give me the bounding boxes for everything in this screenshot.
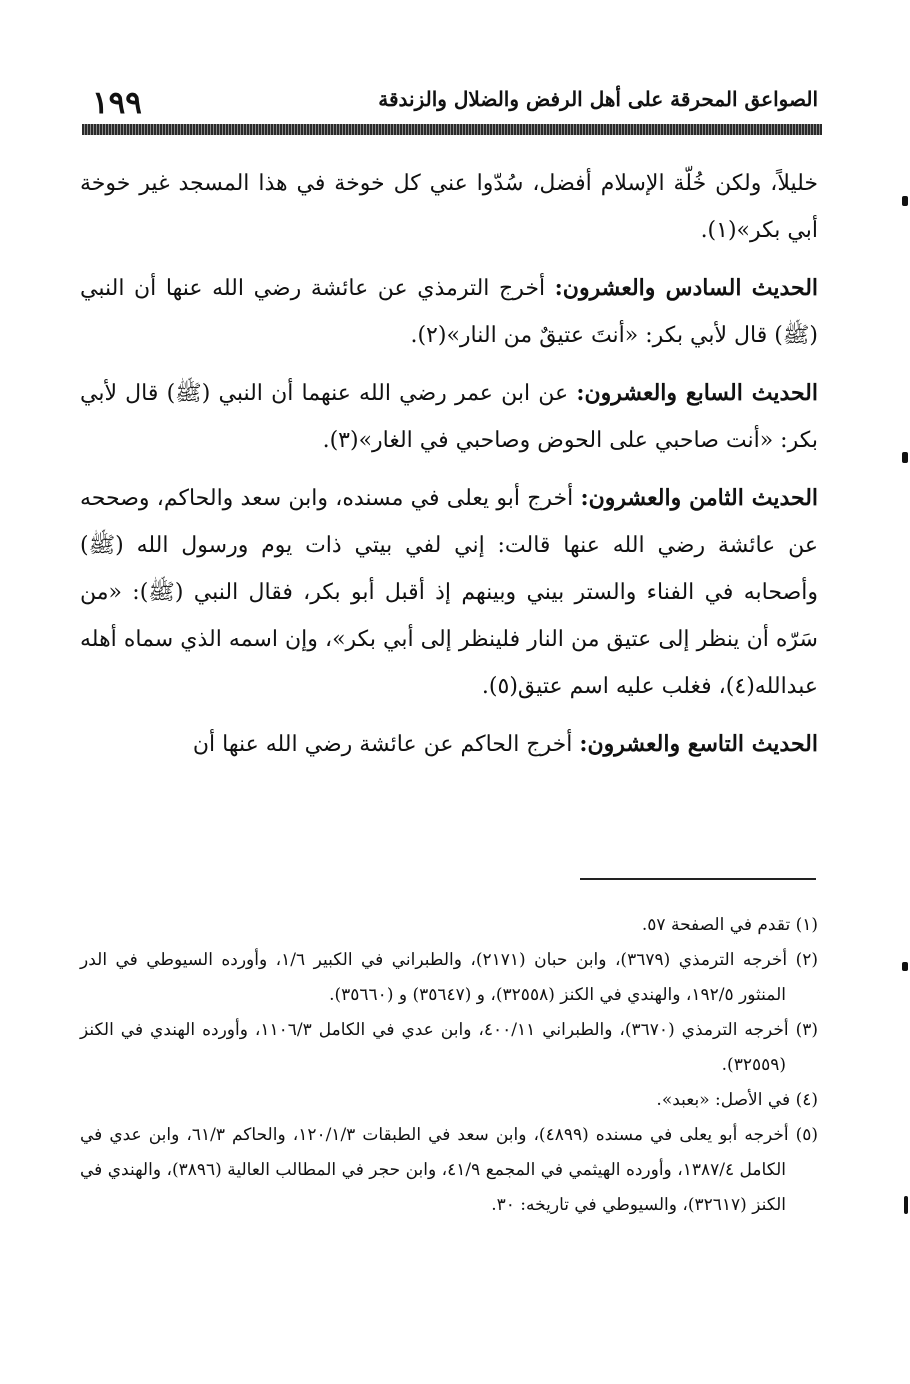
page-number: ١٩٩ (92, 85, 142, 121)
hadith-29 (80, 721, 818, 768)
footnote-3: (٣) أخرجه الترمذي (٣٦٧٠)، والطبراني ٤٠٠/١١، وابن عدي في الكامل ١١٠٦/٣، وأورده الهندي في الكنز (٣٢٥٥٩). (80, 1020, 819, 1075)
header-rule (82, 124, 822, 135)
footnote-1: (١) تقدم في الصفحة ٥٧. (641, 915, 818, 935)
main-text (80, 160, 818, 779)
footnote-separator (580, 878, 816, 880)
hadith-heading: الحديث السابع والعشرون: (576, 380, 819, 406)
footnotes (80, 908, 818, 1223)
paragraph-text: خليلاً، ولكن خُلّة الإسلام أفضل، سُدّوا عني كل خوخة في هذا المسجد غير خوخة أبي بكر»(١). (80, 171, 818, 243)
hadith-text: أخرج الحاكم عن عائشة رضي الله عنها أن (192, 732, 580, 757)
footnote-4: (٤) في الأصل: «بعبد». (656, 1090, 818, 1110)
hadith-27 (80, 370, 818, 464)
running-header-title: الصواعق المحرقة على أهل الرفض والضلال والزندقة (378, 87, 818, 111)
footnote-5: (٥) أخرجه أبو يعلى في مسنده (٤٨٩٩)، وابن سعد في الطبقات ١٢٠/١/٣، والحاكم ٦١/٣، وابن عدي في الكامل ١٣٨٧/٤، وأورده الهيثمي في المجمع ٤١/٩، وابن حجر في المطالب العالية (٣٨٩٦)، والهندي في الكنز (٣٢٦١٧)، والسيوطي في تاريخه: ٣٠. (80, 1125, 819, 1215)
scan-edge-mark (902, 962, 908, 971)
footnote-2: (٢) أخرجه الترمذي (٣٦٧٩)، وابن حبان (٢١٧١)، والطبراني في الكبير ١/٦، وأورده السيوطي في الدر المنثور ١٩٢/٥، والهندي في الكنز (٣٢٥٥٨)، و (٣٥٦٤٧) و (٣٥٦٦٠). (80, 950, 819, 1005)
scan-edge-mark (902, 452, 908, 463)
hadith-28 (80, 475, 818, 710)
hadith-26 (80, 265, 818, 359)
scan-edge-mark (902, 196, 908, 206)
hadith-text: عن ابن عمر رضي الله عنهما أن النبي (ﷺ) قال لأبي بكر: «أنت صاحبي على الحوض وصاحبي في الغار»(٣). (80, 381, 818, 453)
hadith-heading: الحديث التاسع والعشرون: (579, 731, 818, 757)
scan-edge-mark (904, 1196, 908, 1214)
hadith-heading: الحديث السادس والعشرون: (554, 275, 819, 301)
paragraph-continuation (80, 160, 818, 254)
hadith-heading: الحديث الثامن والعشرون: (580, 485, 819, 511)
hadith-text: أخرج الترمذي عن عائشة رضي الله عنها أن النبي (ﷺ) قال لأبي بكر: «أنتَ عتيقٌ من النار»(٢). (80, 276, 818, 348)
hadith-text: أخرج أبو يعلى في مسنده، وابن سعد والحاكم، وصححه عن عائشة رضي الله عنها قالت: إني لفي بيتي ذات يوم ورسول الله (ﷺ) وأصحابه في الفناء والستر بيني وبينهم إذ أقبل أبو بكر، فقال النبي (ﷺ): «من سَرّه أن ينظر إلى عتيق من النار فلينظر إلى أبي بكر»، وإن اسمه الذي سماه أهله عبدالله(٤)، فغلب عليه اسم عتيق(٥). (80, 486, 818, 699)
